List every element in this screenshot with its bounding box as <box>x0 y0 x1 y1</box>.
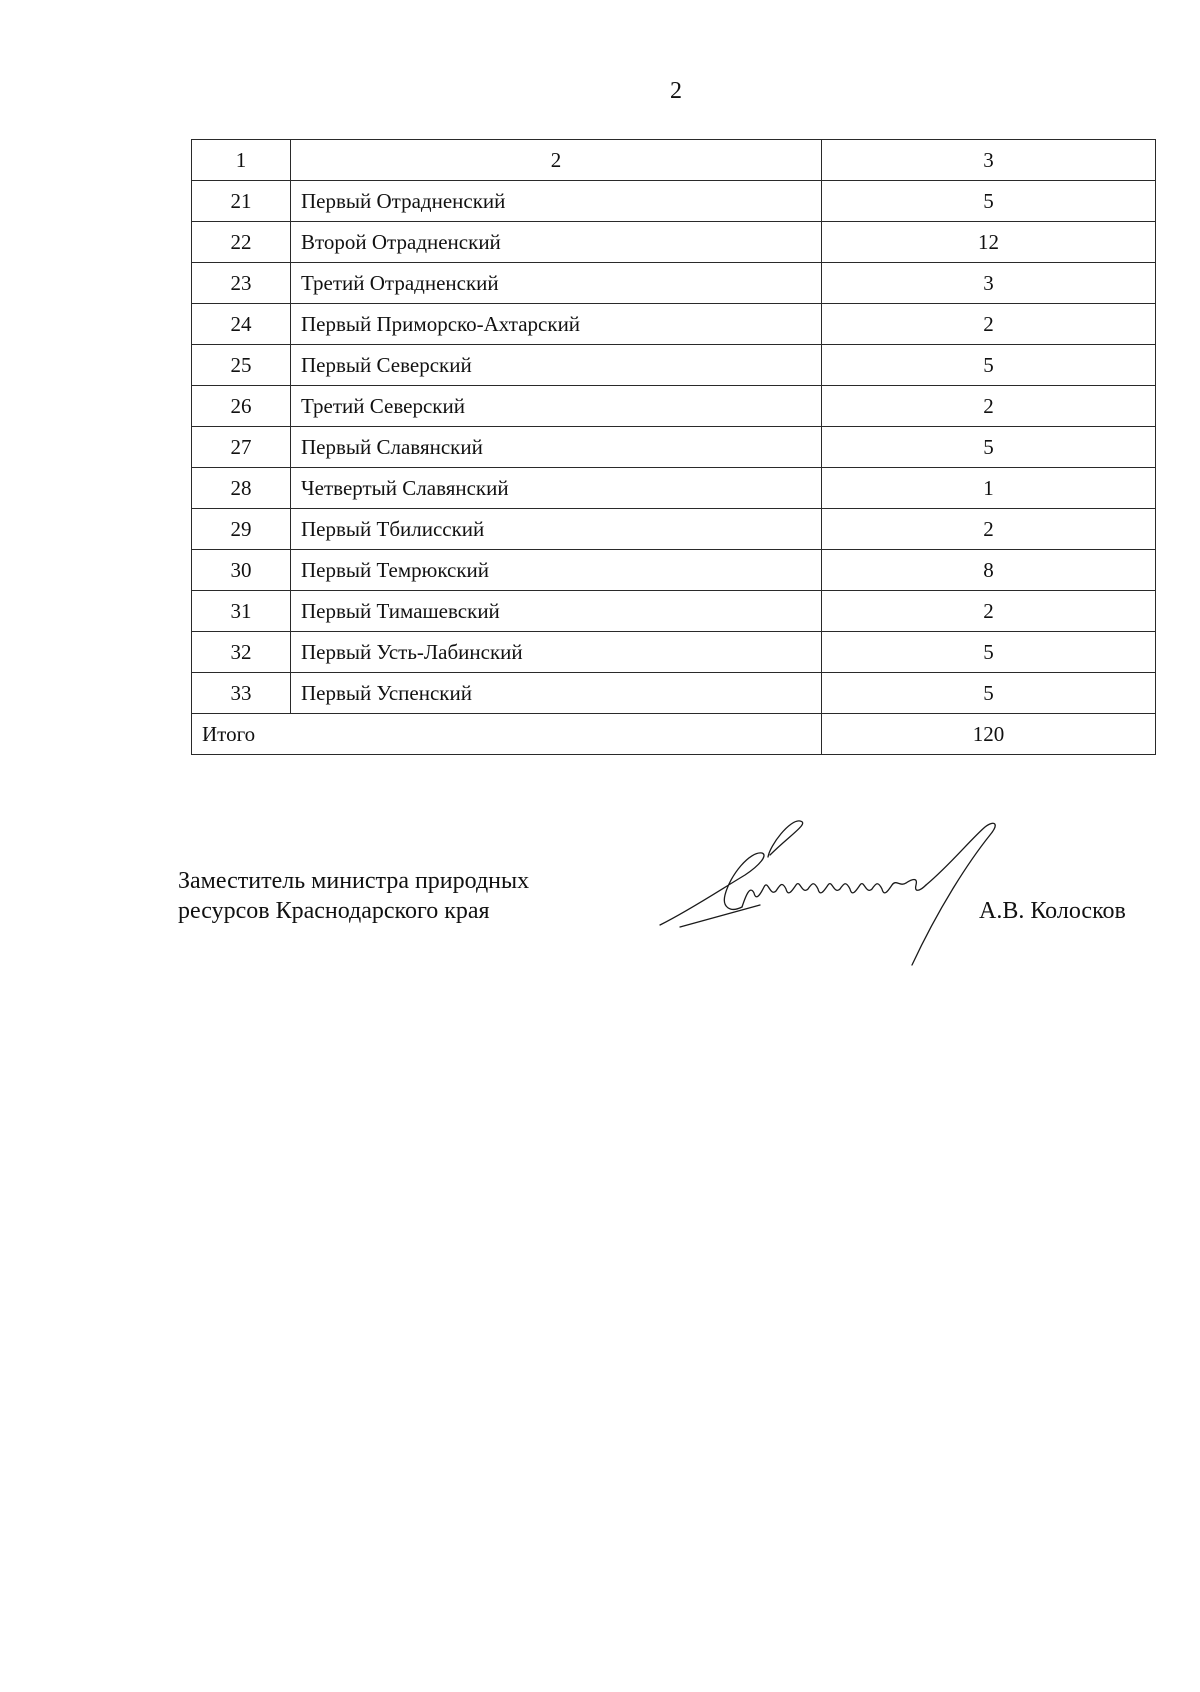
district-name: Первый Усть-Лабинский <box>291 632 822 673</box>
row-number: 27 <box>192 427 291 468</box>
total-value: 120 <box>822 714 1156 755</box>
district-name: Третий Отрадненский <box>291 263 822 304</box>
district-name: Первый Приморско-Ахтарский <box>291 304 822 345</box>
table-header-row <box>192 140 1156 181</box>
districts-table <box>191 139 1156 755</box>
count-cell: 3 <box>822 263 1156 304</box>
page-number: 2 <box>670 78 682 104</box>
signatory-name: А.В. Колосков <box>979 898 1126 924</box>
row-number: 25 <box>192 345 291 386</box>
row-number: 23 <box>192 263 291 304</box>
header-col-3: 3 <box>822 140 1156 181</box>
signatory-title <box>178 866 529 926</box>
table-row <box>192 222 1156 263</box>
row-number: 24 <box>192 304 291 345</box>
table-row <box>192 304 1156 345</box>
count-cell: 5 <box>822 345 1156 386</box>
table-row <box>192 591 1156 632</box>
count-cell: 5 <box>822 427 1156 468</box>
count-cell: 2 <box>822 304 1156 345</box>
count-cell: 2 <box>822 509 1156 550</box>
count-cell: 5 <box>822 673 1156 714</box>
district-name: Первый Темрюкский <box>291 550 822 591</box>
row-number: 21 <box>192 181 291 222</box>
table-row <box>192 550 1156 591</box>
count-cell: 5 <box>822 632 1156 673</box>
district-name: Первый Славянский <box>291 427 822 468</box>
row-number: 26 <box>192 386 291 427</box>
header-col-1: 1 <box>192 140 291 181</box>
table-row <box>192 632 1156 673</box>
row-number: 22 <box>192 222 291 263</box>
district-name: Первый Тимашевский <box>291 591 822 632</box>
count-cell: 12 <box>822 222 1156 263</box>
row-number: 31 <box>192 591 291 632</box>
count-cell: 1 <box>822 468 1156 509</box>
district-name: Первый Отрадненский <box>291 181 822 222</box>
table-row <box>192 386 1156 427</box>
header-col-2: 2 <box>291 140 822 181</box>
row-number: 33 <box>192 673 291 714</box>
count-cell: 5 <box>822 181 1156 222</box>
table-row <box>192 345 1156 386</box>
table-row <box>192 263 1156 304</box>
count-cell: 2 <box>822 591 1156 632</box>
row-number: 32 <box>192 632 291 673</box>
signatory-title-line-1: Заместитель министра природных <box>178 868 530 894</box>
total-row <box>192 714 1156 755</box>
row-number: 30 <box>192 550 291 591</box>
district-name: Четвертый Славянский <box>291 468 822 509</box>
district-name: Первый Северский <box>291 345 822 386</box>
row-number: 28 <box>192 468 291 509</box>
handwritten-signature <box>650 815 1050 975</box>
district-name: Третий Северский <box>291 386 822 427</box>
district-name: Первый Успенский <box>291 673 822 714</box>
table-row <box>192 468 1156 509</box>
table-row <box>192 181 1156 222</box>
table-row <box>192 509 1156 550</box>
signatory-title-line-2: ресурсов Краснодарского края <box>178 898 490 924</box>
table-row <box>192 673 1156 714</box>
count-cell: 8 <box>822 550 1156 591</box>
total-label: Итого <box>192 714 822 755</box>
district-name: Второй Отрадненский <box>291 222 822 263</box>
table-row <box>192 427 1156 468</box>
district-name: Первый Тбилисский <box>291 509 822 550</box>
row-number: 29 <box>192 509 291 550</box>
count-cell: 2 <box>822 386 1156 427</box>
